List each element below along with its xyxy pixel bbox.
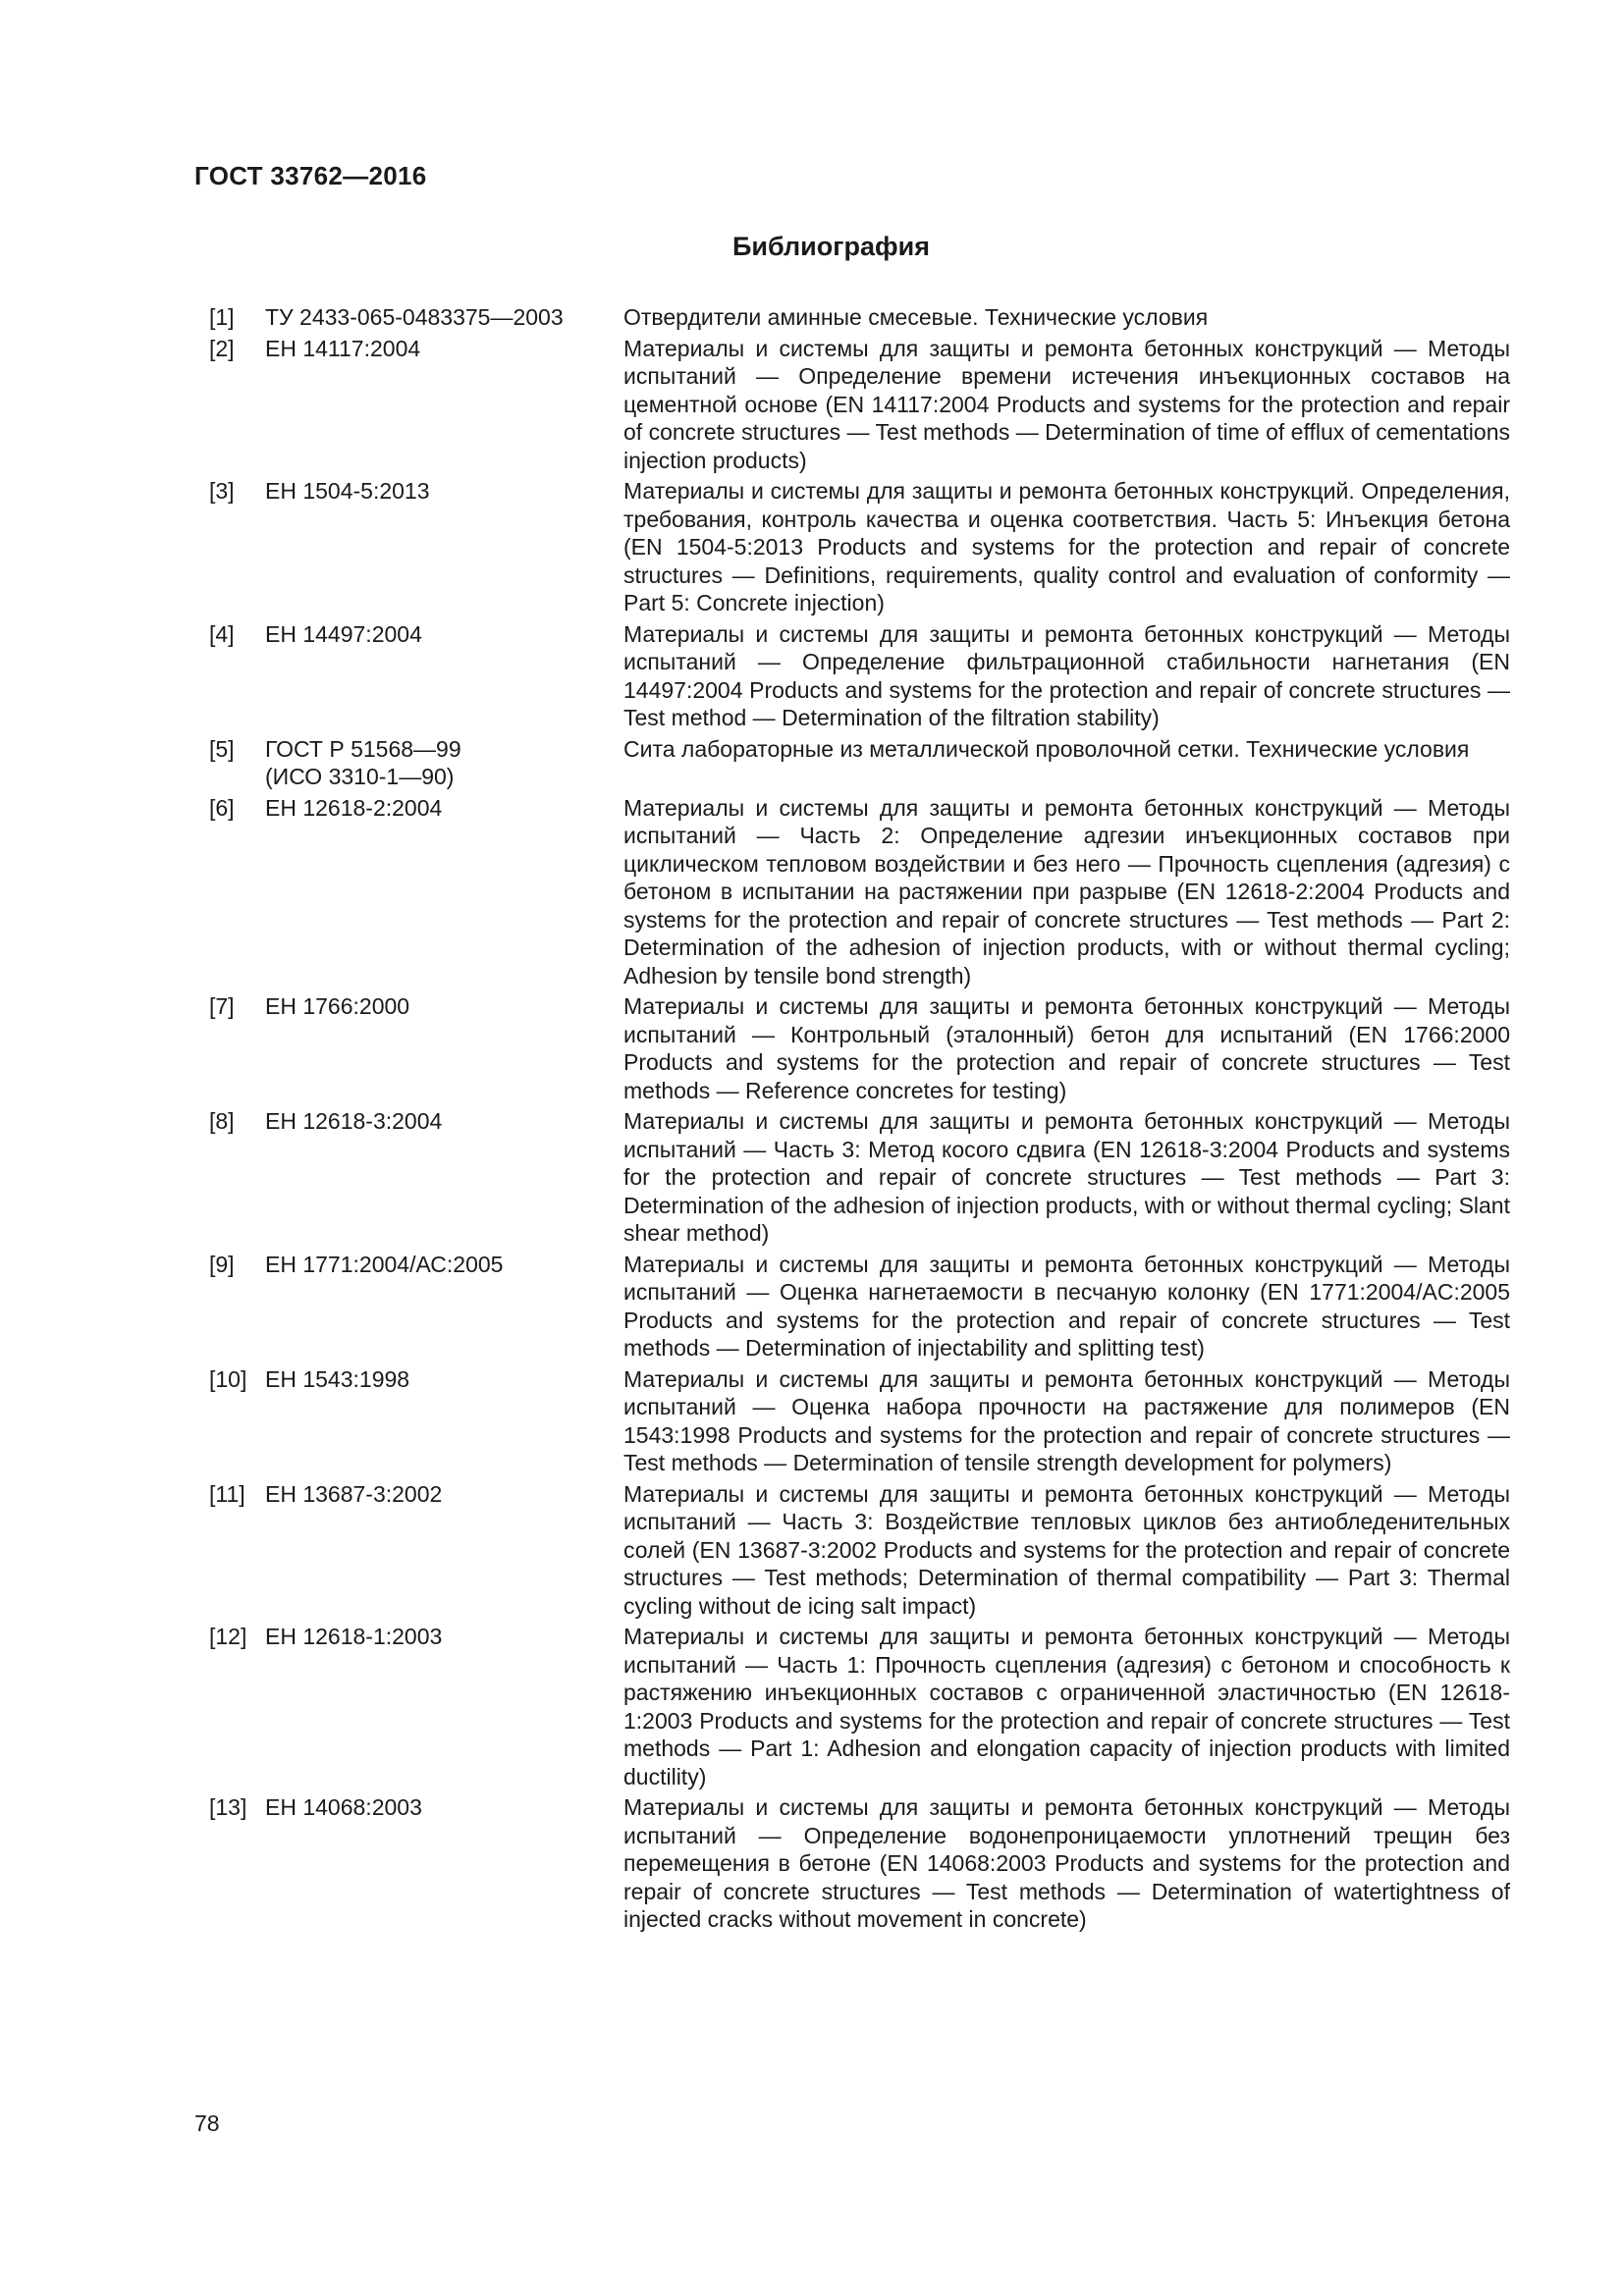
- entry-description: Материалы и системы для защиты и ремонта бетонных конструкций. Определения, требования, контроль качества и оценка соответствия. Часть 5: Инъекция бетона (EN 1504-5:2013 Products and systems for the protection and repair of concrete structures — Definitions, requirements, quality control and evaluation of conformity — Part 5: Concrete injection): [623, 478, 1510, 615]
- entry-reference: ЕН 12618-3:2004: [265, 1108, 443, 1134]
- entry-description: Материалы и системы для защиты и ремонта бетонных конструкций — Методы испытаний — Оценка набора прочности на растяжение для полимеров (EN 1543:1998 Products and systems for the protection and repair of concrete structures — Test methods — Determination of tensile strength development for polymers): [623, 1365, 1510, 1475]
- entry-number: [1]: [209, 304, 235, 330]
- document-code: ГОСТ 33762—2016: [194, 161, 427, 190]
- entry-number: [2]: [209, 335, 235, 361]
- entry-number: [12]: [209, 1624, 247, 1649]
- bibliography-entry: [209, 992, 1510, 1104]
- bibliography-entry: [209, 1365, 1510, 1477]
- entry-number: [4]: [209, 620, 235, 647]
- bibliography-entry: [209, 303, 1510, 332]
- entry-number: [11]: [209, 1480, 245, 1507]
- entry-number: [8]: [209, 1108, 235, 1134]
- bibliography-entry: [209, 794, 1510, 990]
- entry-number: [10]: [209, 1365, 247, 1392]
- entry-reference: ЕН 12618-2:2004: [265, 794, 443, 821]
- bibliography-entry: [209, 1480, 1510, 1621]
- entry-reference: ЕН 1766:2000: [265, 993, 410, 1019]
- page-number: 78: [194, 2110, 220, 2136]
- section-title: Библиография: [732, 232, 930, 261]
- bibliography-entry: [209, 1793, 1510, 1934]
- bibliography-list: [209, 303, 1510, 1937]
- entry-description: Материалы и системы для защиты и ремонта бетонных конструкций — Методы испытаний — Часть 3: Воздействие тепловых циклов без антиобледенительных солей (EN 13687-3:2002 Products and systems for the protection and repair of concrete structures — Test methods; Determination of thermal compatibility — Part 3: Thermal cycling without de icing salt impact): [623, 1480, 1510, 1619]
- entry-number: [9]: [209, 1251, 235, 1277]
- entry-number: [6]: [209, 794, 235, 821]
- entry-number: [5]: [209, 735, 235, 762]
- entry-description: Материалы и системы для защиты и ремонта бетонных конструкций — Методы испытаний — Контрольный (эталонный) бетон для испытаний (EN 1766:2000 Products and systems for the protection and repair of concrete structures — Test methods — Reference concretes for testing): [623, 993, 1510, 1103]
- entry-reference: ТУ 2433-065-0483375—2003: [265, 304, 564, 330]
- entry-description: Материалы и системы для защиты и ремонта бетонных конструкций — Методы испытаний — Часть 2: Определение адгезии инъекционных составов при циклическом тепловом воздействии и без него — Прочность сцепления (адгезия) с бетоном в испытании на растяжении при разрыве (EN 12618-2:2004 Products and systems for the protection and repair of concrete structures — Test methods — Part 2: Determination of the adhesion of injection products, with or without thermal cycling; Adhesion by tensile bond strength): [623, 794, 1510, 988]
- bibliography-entry: [209, 477, 1510, 617]
- entry-reference: ЕН 14497:2004: [265, 620, 422, 647]
- entry-reference: ЕН 1543:1998: [265, 1365, 410, 1392]
- bibliography-entry: [209, 335, 1510, 475]
- entry-reference: ЕН 1771:2004/АС:2005: [265, 1251, 504, 1277]
- entry-description: Материалы и системы для защиты и ремонта бетонных конструкций — Методы испытаний — Часть 3: Метод косого сдвига (EN 12618-3:2004 Products and systems for the protection and repair of concrete structures — Test methods — Part 3: Determination of the adhesion of injection products, with or without thermal cycling; Slant shear method): [623, 1108, 1510, 1246]
- bibliography-entry: [209, 1623, 1510, 1790]
- entry-description: Материалы и системы для защиты и ремонта бетонных конструкций — Методы испытаний — Определение времени истечения инъекционных составов на цементной основе (EN 14117:2004 Products and systems for the protection and repair of concrete structures — Test methods — Determination of time of efflux of cementations injection products): [623, 335, 1510, 473]
- entry-reference: ЕН 12618-1:2003: [265, 1624, 443, 1649]
- entry-description: Материалы и системы для защиты и ремонта бетонных конструкций — Методы испытаний — Часть 1: Прочность сцепления (адгезия) с бетоном и способность к растяжению инъекционных составов с ограниченной эластичностью (EN 12618-1:2003 Products and systems for the protection and repair of concrete structures — Test methods — Part 1: Adhesion and elongation capacity of injection products with limited ductility): [623, 1624, 1510, 1789]
- entry-reference: ГОСТ Р 51568—99 (ИСО 3310-1—90): [265, 735, 461, 789]
- entry-reference: ЕН 14117:2004: [265, 335, 421, 361]
- bibliography-entry: [209, 735, 1510, 791]
- entry-number: [3]: [209, 478, 235, 504]
- entry-description: Сита лабораторные из металлической проволочной сетки. Технические условия: [623, 735, 1470, 762]
- bibliography-entry: [209, 620, 1510, 732]
- entry-description: Материалы и системы для защиты и ремонта бетонных конструкций — Методы испытаний — Определение фильтрационной стабильности нагнетания (EN 14497:2004 Products and systems for the protection and repair of concrete structures — Test method — Determination of the filtration stability): [623, 620, 1510, 730]
- entry-description: Материалы и системы для защиты и ремонта бетонных конструкций — Методы испытаний — Оценка нагнетаемости в песчаную колонку (EN 1771:2004/AC:2005 Products and systems for the protection and repair of concrete structures — Test methods — Determination of injectability and splitting test): [623, 1251, 1510, 1361]
- entry-number: [7]: [209, 993, 235, 1019]
- entry-number: [13]: [209, 1794, 247, 1820]
- entry-reference: ЕН 13687-3:2002: [265, 1480, 443, 1507]
- entry-description: Отвердители аминные смесевые. Технические условия: [623, 304, 1209, 330]
- entry-reference: ЕН 1504-5:2013: [265, 478, 430, 504]
- entry-reference: ЕН 14068:2003: [265, 1794, 422, 1820]
- bibliography-entry: [209, 1251, 1510, 1362]
- entry-description: Материалы и системы для защиты и ремонта бетонных конструкций — Методы испытаний — Определение водонепроницаемости уплотнений трещин без перемещения в бетоне (EN 14068:2003 Products and systems for the protection and repair of concrete structures — Test methods — Determination of watertightness of injected cracks without movement in concrete): [623, 1794, 1510, 1932]
- bibliography-entry: [209, 1107, 1510, 1248]
